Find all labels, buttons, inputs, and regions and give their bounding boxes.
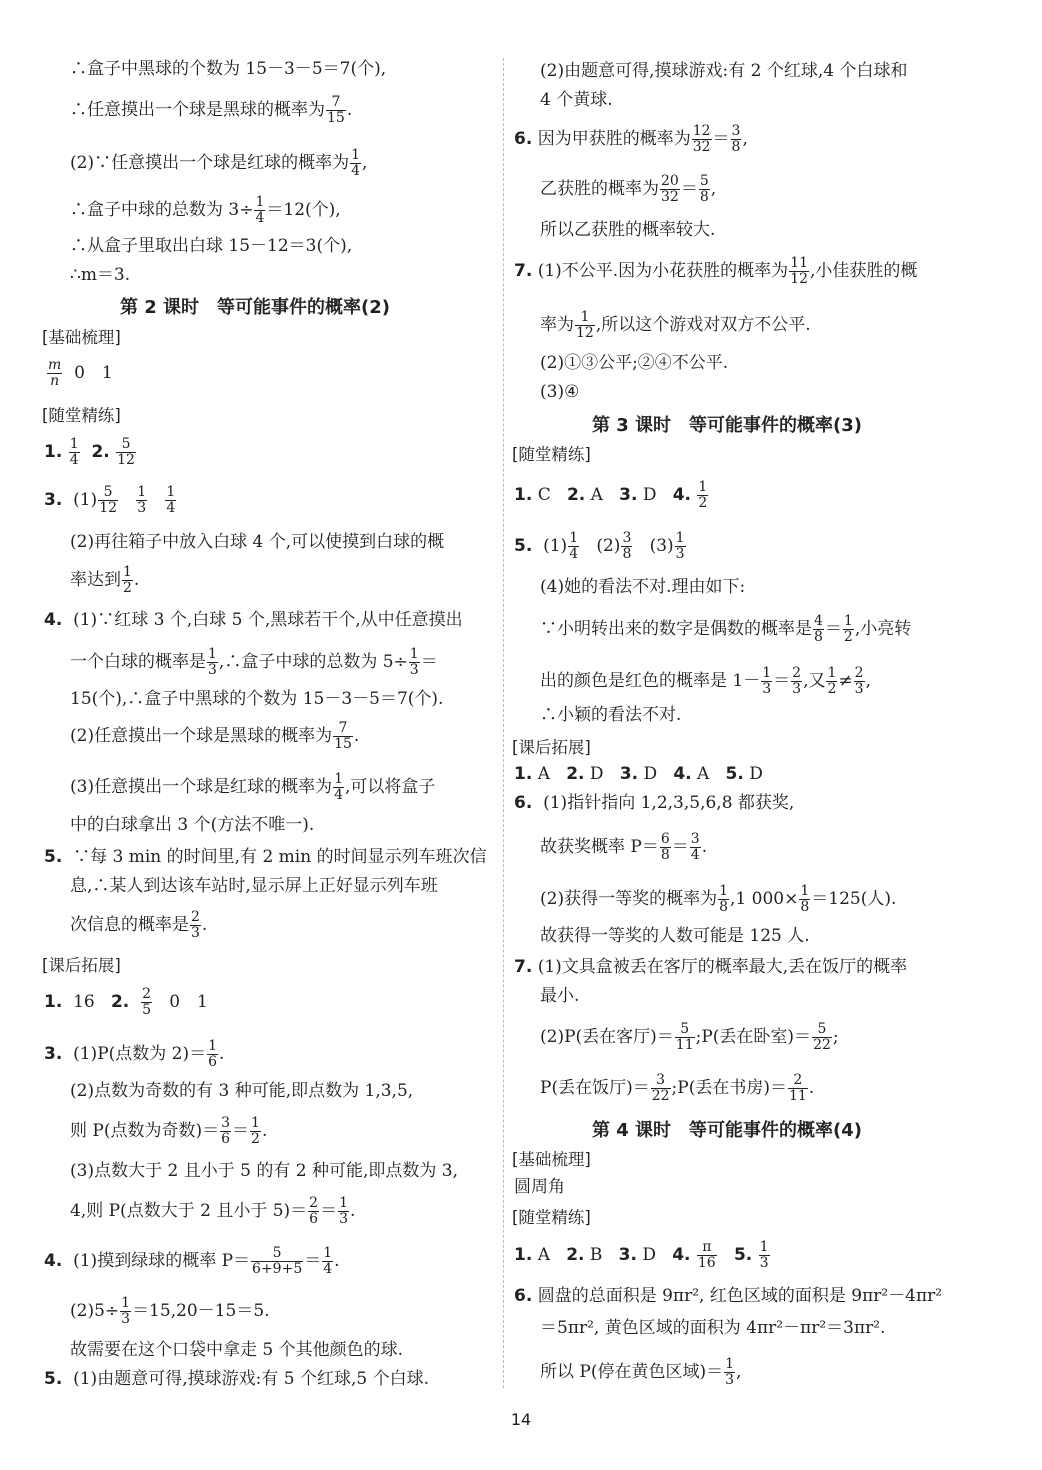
text-line: $\frac{m}{n}$ 0 1 — [48, 357, 113, 389]
fraction: $\frac{1}{4}$ — [166, 484, 176, 516]
text-line: 5. (1) $\frac{1}{4}$ (2) $\frac{3}{8}$ (3) $\frac{1}{3}$ — [514, 530, 685, 562]
tag-suitang: [随堂精练] — [42, 406, 121, 425]
text-line: 中的白球拿出 3 个(方法不唯一). — [70, 815, 315, 835]
text-line: 4. (1)∵红球 3 个,白球 5 个,黑球若干个,从中任意摸出 — [44, 610, 463, 630]
fraction: $\frac{7}{15}$ — [334, 720, 352, 752]
fraction: $\frac{6}{8}$ — [660, 831, 670, 863]
text-line: ∴小颖的看法不对. — [540, 705, 682, 725]
fraction: $\frac{2}{6}$ — [309, 1195, 319, 1227]
text-line: 6. 因为甲获胜的概率为 $\frac{12}{32}$ ＝ $\frac{3}{8}$ , — [514, 123, 748, 155]
text-line: 乙获胜的概率为 $\frac{20}{32}$ ＝ $\frac{5}{8}$ , — [540, 173, 717, 205]
text-line: 5. (1)由题意可得,摸球游戏:有 5 个红球,5 个白球. — [44, 1369, 429, 1389]
text-line: (2)点数为奇数的有 3 种可能,即点数为 1,3,5, — [70, 1081, 414, 1101]
text-line: 最小. — [540, 986, 580, 1006]
fraction: $\frac{1}{8}$ — [800, 883, 810, 915]
text-line: (2)①③公平;②④不公平. — [540, 353, 729, 373]
text-line: 6. 圆盘的总面积是 9πr², 红色区域的面积是 9πr²－4πr² — [514, 1286, 943, 1306]
fraction: $\frac{1}{2}$ — [123, 564, 132, 596]
text-line: 4,则 P(点数大于 2 且小于 5)＝ $\frac{2}{6}$ ＝ $\frac{1}{3}$ . — [70, 1195, 356, 1227]
fraction: $\frac{1}{3}$ — [762, 665, 772, 697]
fraction: $\frac{1}{3}$ — [121, 1295, 131, 1327]
fraction: $\frac{1}{8}$ — [719, 883, 729, 915]
fraction: $\frac{5}{12}$ — [117, 436, 135, 468]
fraction: $\frac{5}{12}$ — [99, 484, 118, 516]
tag-kehou: [课后拓展] — [512, 738, 591, 757]
fraction: $\frac{5}{22}$ — [813, 1021, 831, 1053]
fraction: $\frac{1}{3}$ — [759, 1239, 769, 1271]
text-line: 故需要在这个口袋中拿走 5 个其他颜色的球. — [70, 1340, 404, 1360]
text-line: (4)她的看法不对.理由如下: — [540, 577, 746, 597]
fraction: $\frac{12}{32}$ — [692, 123, 711, 155]
fraction: $\frac{1}{3}$ — [208, 646, 217, 678]
text-line: (2)∵任意摸出一个球是红球的概率为 $\frac{1}{4}$ , — [70, 147, 368, 179]
fraction: $\frac{\pi}{16}$ — [697, 1239, 716, 1271]
text-line: (3)④ — [540, 382, 580, 402]
fraction: $\frac{3}{4}$ — [690, 831, 700, 863]
text-line: (2)获得一等奖的概率为 $\frac{1}{8}$ ,1 000× $\frac{1}{8}$ ＝125(人). — [540, 883, 897, 915]
fraction: $\frac{2}{11}$ — [788, 1072, 807, 1104]
text-line: 3. (1) $\frac{5}{12}$ $\frac{1}{3}$ $\frac{1}{4}$ — [44, 484, 176, 516]
text-line: (2)再往箱子中放入白球 4 个,可以使摸到白球的概 — [70, 532, 445, 552]
text-line: 7. (1)不公平.因为小花获胜的概率为 $\frac{11}{12}$ ,小佳获胜的概 — [514, 255, 918, 287]
text-line: 4. (1)摸到绿球的概率 P＝ $\frac{5}{6+9+5}$ ＝ $\frac{1}{4}$ . — [44, 1245, 340, 1277]
text-line: (2)P(丢在客厅)＝ $\frac{5}{11}$ ;P(丢在卧室)＝ $\frac{5}{22}$ ; — [540, 1021, 839, 1053]
fraction: $\frac{1}{3}$ — [339, 1195, 349, 1227]
fraction: $\frac{2}{3}$ — [191, 909, 200, 941]
page-number: 14 — [510, 1410, 532, 1429]
section-title-3: 第 3 课时 等可能事件的概率(3) — [592, 415, 863, 436]
text-line: ∴盒子中黑球的个数为 15－3－5＝7(个), — [70, 59, 387, 79]
fraction: $\frac{3}{8}$ — [731, 123, 741, 155]
text-line: (2)由题意可得,摸球游戏:有 2 个红球,4 个白球和 — [540, 61, 908, 81]
text-line: 7. (1)文具盒被丢在客厅的概率最大,丢在饭厅的概率 — [514, 957, 908, 977]
fraction: $\frac{3}{22}$ — [651, 1072, 670, 1104]
text-line: 所以乙获胜的概率较大. — [540, 220, 716, 240]
text-line: 1. A 2. D 3. D 4. A 5. D — [514, 764, 763, 784]
fraction: $\frac{1}{2}$ — [251, 1115, 260, 1147]
fraction: $\frac{1}{3}$ — [725, 1356, 735, 1388]
fraction: $\frac{7}{15}$ — [327, 94, 345, 126]
text-line: 3. (1)P(点数为 2)＝ $\frac{1}{6}$ . — [44, 1038, 225, 1070]
fraction: $\frac{3}{8}$ — [622, 530, 632, 562]
text-line: 所以 P(停在黄色区域)＝ $\frac{1}{3}$ , — [540, 1356, 742, 1388]
tag-suitang: [随堂精练] — [512, 445, 591, 464]
fraction: $\frac{1}{4}$ — [569, 530, 579, 562]
fraction: $\frac{1}{4}$ — [323, 1245, 333, 1277]
fraction: $\frac{1}{6}$ — [208, 1038, 218, 1070]
text-line: 则 P(点数为奇数)＝ $\frac{3}{6}$ ＝ $\frac{1}{2}$ . — [70, 1115, 268, 1147]
fraction: $\frac{1}{2}$ — [843, 613, 853, 645]
tag-jichu: [基础梳理] — [512, 1150, 591, 1169]
text-line: 1. 16 2. $\frac{2}{5}$ 0 1 — [44, 986, 208, 1018]
text-line: 15(个),∴盒子中黑球的个数为 15－3－5＝7(个). — [70, 689, 444, 709]
text-line: 故获得一等奖的人数可能是 125 人. — [540, 926, 810, 946]
text-line: 率为 $\frac{1}{12}$ ,所以这个游戏对双方不公平. — [540, 309, 811, 341]
text-line: (3)任意摸出一个球是红球的概率为 $\frac{1}{4}$ ,可以将盒子 — [70, 771, 436, 803]
text-line: P(丢在饭厅)＝ $\frac{3}{22}$ ;P(丢在书房)＝ $\frac{2}{11}$ . — [540, 1072, 815, 1104]
fraction: $\frac{1}{4}$ — [334, 771, 344, 803]
text-line: (3)点数大于 2 且小于 5 的有 2 种可能,即点数为 3, — [70, 1161, 458, 1181]
fraction: $\frac{1}{3}$ — [137, 484, 147, 516]
fraction: $\frac{1}{12}$ — [576, 309, 594, 341]
fraction: $\frac{m}{n}$ — [48, 357, 62, 389]
text-line: 率达到 $\frac{1}{2}$ . — [70, 564, 140, 596]
text-line: 1. $\frac{1}{4}$ 2. $\frac{5}{12}$ — [44, 436, 135, 468]
fraction: $\frac{5}{8}$ — [699, 173, 709, 205]
tag-suitang: [随堂精练] — [512, 1208, 591, 1227]
fraction: $\frac{5}{11}$ — [675, 1021, 694, 1053]
tag-jichu: [基础梳理] — [42, 328, 121, 347]
text-line: 1. C 2. A 3. D 4. $\frac{1}{2}$ — [514, 479, 708, 511]
text-line: 一个白球的概率是 $\frac{1}{3}$ ,∴盒子中球的总数为 5÷ $\frac{1}{3}$ ＝ — [70, 646, 438, 678]
text-line: ∴盒子中球的总数为 3÷ $\frac{1}{4}$ ＝12(个), — [70, 194, 341, 226]
fraction: $\frac{1}{4}$ — [255, 194, 265, 226]
text-line: 4 个黄球. — [540, 90, 613, 110]
fraction: $\frac{1}{4}$ — [351, 147, 361, 179]
fraction: $\frac{1}{2}$ — [827, 665, 837, 697]
fraction: $\frac{1}{3}$ — [675, 530, 685, 562]
fraction: $\frac{2}{5}$ — [142, 986, 151, 1018]
text-line: 故获奖概率 P＝ $\frac{6}{8}$ ＝ $\frac{3}{4}$ . — [540, 831, 708, 863]
column-divider — [503, 58, 504, 1388]
fraction: $\frac{1}{2}$ — [698, 479, 708, 511]
section-title-2: 第 2 课时 等可能事件的概率(2) — [120, 297, 391, 318]
text-line: 1. A 2. B 3. D 4. $\frac{\pi}{16}$ 5. $\frac{1}{3}$ — [514, 1239, 769, 1271]
fraction: $\frac{2}{3}$ — [792, 665, 802, 697]
text-line: 5. ∵每 3 min 的时间里,有 2 min 的时间显示列车班次信 — [44, 847, 487, 867]
fraction: $\frac{1}{3}$ — [409, 646, 419, 678]
text-line: 出的颜色是红色的概率是 1－ $\frac{1}{3}$ ＝ $\frac{2}{3}$ ,又 $\frac{1}{2}$ ≠ $\frac{2}{3}$ , — [540, 665, 871, 697]
text-line: ＝5πr², 黄色区域的面积为 4πr²－πr²＝3πr². — [540, 1318, 886, 1338]
section-title-4: 第 4 课时 等可能事件的概率(4) — [592, 1120, 863, 1141]
fraction: $\frac{1}{4}$ — [69, 436, 79, 468]
fraction: $\frac{3}{6}$ — [221, 1115, 231, 1147]
fraction: $\frac{2}{3}$ — [854, 665, 864, 697]
fraction: $\frac{5}{6+9+5}$ — [252, 1245, 303, 1277]
text-line: 息,∴某人到达该车站时,显示屏上正好显示列车班 — [70, 876, 438, 896]
text-line: ∴m＝3. — [70, 265, 131, 285]
fraction: $\frac{11}{12}$ — [790, 255, 809, 287]
text-line: 次信息的概率是 $\frac{2}{3}$ . — [70, 909, 208, 941]
text-line: ∴从盒子里取出白球 15－12＝3(个), — [70, 236, 353, 256]
fraction: $\frac{4}{8}$ — [814, 613, 823, 645]
text-line: ∵小明转出来的数字是偶数的概率是 $\frac{4}{8}$ ＝ $\frac{1}{2}$ ,小亮转 — [540, 613, 912, 645]
text-line: 6. (1)指针指向 1,2,3,5,6,8 都获奖, — [514, 793, 795, 813]
text-line: (2)5÷ $\frac{1}{3}$ ＝15,20－15＝5. — [70, 1295, 270, 1327]
tag-kehou: [课后拓展] — [42, 956, 121, 975]
text-line: 圆周角 — [514, 1177, 565, 1197]
fraction: $\frac{20}{32}$ — [661, 173, 679, 205]
text-line: (2)任意摸出一个球是黑球的概率为 $\frac{7}{15}$ . — [70, 720, 360, 752]
text-line: ∴任意摸出一个球是黑球的概率为 $\frac{7}{15}$ . — [70, 94, 353, 126]
